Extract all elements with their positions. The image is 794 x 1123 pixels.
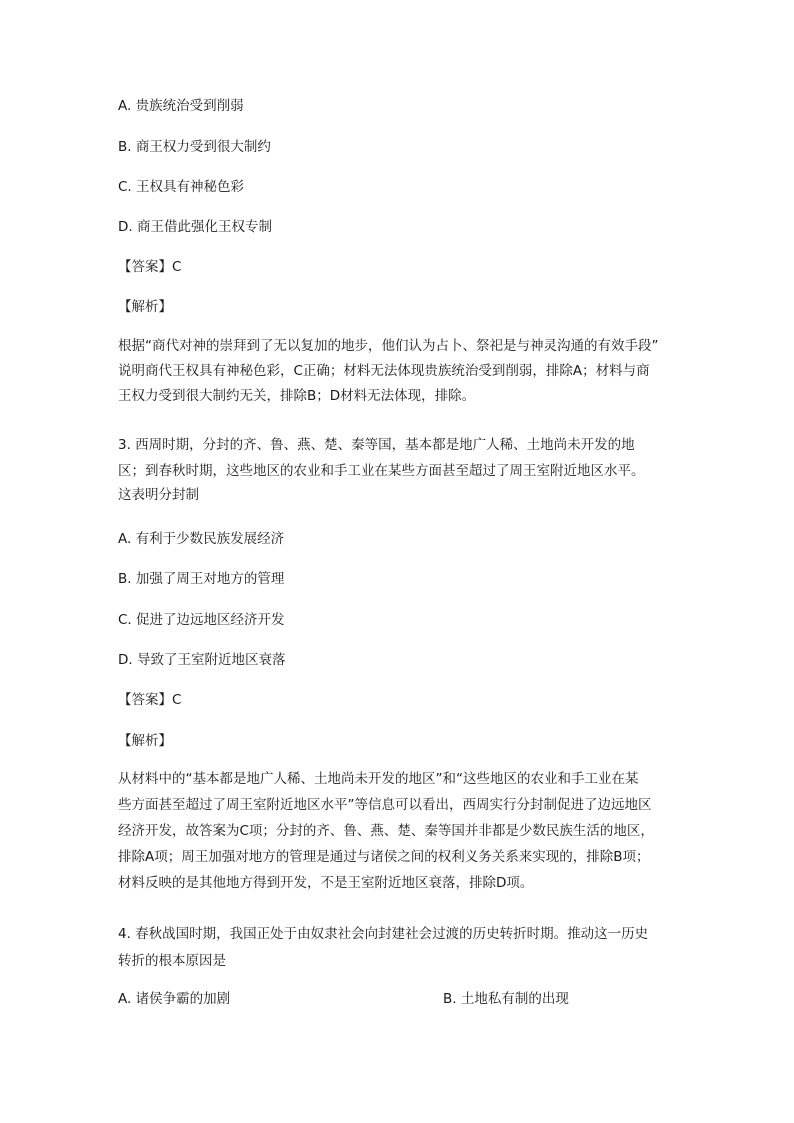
- q2-option-d: D. 商王借此强化王权专制: [118, 219, 272, 235]
- q2-analysis-line-1: 根据“商代对神的崇拜到了无以复加的地步，他们认为占卜、祭祀是与神灵沟通的有效手段”: [118, 338, 659, 354]
- q2-option-b: B. 商王权力受到很大制约: [118, 139, 271, 155]
- q2-analysis-text: [118, 334, 678, 409]
- q4-stem: [118, 921, 678, 975]
- q2-answer: 【答案】C: [118, 259, 182, 275]
- q2-option-c: C. 王权具有神秘色彩: [118, 179, 245, 195]
- q4-stem-line-2: 转折的根本原因是: [118, 953, 226, 969]
- q3-stem-line-1: 3. 西周时期，分封的齐、鲁、燕、楚、秦等国，基本都是地广人稀、土地尚未开发的地: [118, 437, 635, 453]
- q3-option-a: A. 有利于少数民族发展经济: [118, 531, 285, 547]
- q3-option-c: C. 促进了边远地区经济开发: [118, 612, 285, 628]
- q2-analysis-line-3: 王权力受到很大制约无关，排除B；D材料无法体现，排除。: [118, 388, 476, 404]
- q3-analysis-label: 【解析】: [118, 733, 172, 749]
- q3-option-b: B. 加强了周王对地方的管理: [118, 571, 285, 587]
- q3-answer: 【答案】C: [118, 692, 182, 708]
- q2-analysis-label: 【解析】: [118, 299, 172, 315]
- q2-option-a: A. 贵族统治受到削弱: [118, 98, 244, 114]
- q3-analysis-text: [118, 766, 678, 896]
- q3-stem: [118, 432, 678, 507]
- q3-stem-line-3: 这表明分封制: [118, 487, 199, 503]
- q4-option-b: B. 土地私有制的出现: [443, 991, 569, 1007]
- q3-option-d: D. 导致了王室附近地区衰落: [118, 652, 286, 668]
- q4-option-a: A. 诸侯争霸的加剧: [118, 991, 231, 1007]
- q3-analysis-line-1: 从材料中的“基本都是地广人稀、土地尚未开发的地区”和“这些地区的农业和手工业在某: [118, 771, 639, 787]
- q3-analysis-line-2: 些方面甚至超过了周王室附近地区水平”等信息可以看出，西周实行分封制促进了边远地区: [118, 797, 652, 813]
- q3-stem-line-2: 区；到春秋时期，这些地区的农业和手工业在某些方面甚至超过了周王室附近地区水平。: [118, 463, 645, 479]
- q3-analysis-line-4: 排除A项；周王加强对地方的管理是通过与诸侯之间的权利义务关系来实现的，排除B项；: [118, 849, 650, 865]
- q3-analysis-line-5: 材料反映的是其他地方得到开发，不是王室附近地区衰落，排除D项。: [118, 875, 534, 891]
- q3-analysis-line-3: 经济开发，故答案为C项；分封的齐、鲁、燕、楚、秦等国并非都是少数民族生活的地区，: [118, 823, 654, 839]
- q4-stem-line-1: 4. 春秋战国时期，我国正处于由奴隶社会向封建社会过渡的历史转折时期。推动这一历史: [118, 926, 649, 942]
- q2-analysis-line-2: 说明商代王权具有神秘色彩，C正确；材料无法体现贵族统治受到削弱，排除A；材料与商: [118, 363, 650, 379]
